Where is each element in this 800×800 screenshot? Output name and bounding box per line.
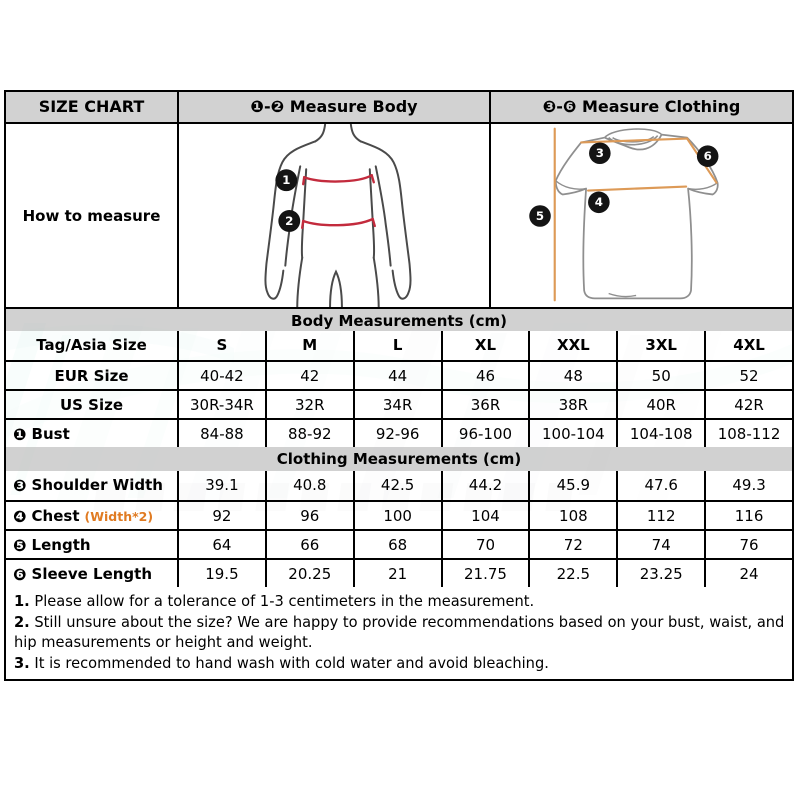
measure-marker-number: 5 [535,208,545,223]
row-label-text: Chest [31,507,80,525]
value-cell: 88-92 [265,420,353,447]
value-cell: 40R [616,391,704,418]
value-cell: 64 [177,531,265,558]
row-sleeve-length [6,558,792,587]
value-cell: 22.5 [528,560,616,587]
row-label-text: Bust [31,425,70,443]
row-bust [6,418,792,447]
size-chart-title: SIZE CHART [38,97,145,116]
circled-number-icon: ❸ [13,476,27,495]
circled-2-icon: ❷ [270,97,285,116]
dash: - [263,97,271,116]
circled-number-icon: ❹ [13,507,27,526]
footnote-1: 1. Please allow for a tolerance of 1-3 centimeters in the measurement. [14,592,535,610]
value-cell: 70 [441,531,529,558]
row-label [6,531,177,558]
measure-marker-number: 4 [594,195,603,210]
row-label [6,331,177,360]
value-cell: 72 [528,531,616,558]
value-cell: 24 [704,560,792,587]
row-label-text: EUR Size [54,367,129,385]
row-label [6,391,177,418]
circled-6-icon: ❻ [562,97,577,116]
row-label-text: Shoulder Width [31,476,163,494]
value-cell: 100 [353,502,441,529]
measure-marker-number: 1 [282,173,291,188]
clothing-measurements-section-title: Clothing Measurements (cm) [6,447,792,471]
value-cell: 100-104 [528,420,616,447]
value-cell: S [177,331,265,360]
measure-body-header [177,92,489,122]
footnote-number: 1. [14,592,30,610]
row-length [6,529,792,558]
value-cell: 92-96 [353,420,441,447]
clothing-measurements-rows [6,471,792,587]
measure-body-label: Measure Body [289,97,418,116]
row-label-text: Length [31,536,91,554]
value-cell: 50 [616,362,704,389]
value-cell: M [265,331,353,360]
value-cell: XXL [528,331,616,360]
footnote-number: 3. [14,654,30,672]
row-label-text: Sleeve Length [31,565,153,583]
dash: - [556,97,563,116]
measure-marker-number: 3 [595,146,604,161]
value-cell: 46 [441,362,529,389]
measure-clothing-label: Measure Clothing [581,97,741,116]
value-cell: 39.1 [177,471,265,500]
value-cell: 74 [616,531,704,558]
value-cell: 92 [177,502,265,529]
row-label [6,502,177,529]
footnote-number: 2. [14,613,30,631]
value-cell: 66 [265,531,353,558]
row-label [6,362,177,389]
value-cell: 44.2 [441,471,529,500]
value-cell: 104-108 [616,420,704,447]
value-cell: 32R [265,391,353,418]
row-label [6,471,177,500]
measure-clothing-header [489,92,792,122]
value-cell: 42 [265,362,353,389]
value-cell: 52 [704,362,792,389]
row-label-suffix: (Width*2) [84,509,154,524]
clothing-illustration [489,124,792,307]
value-cell: 116 [704,502,792,529]
tshirt-diagram [491,124,792,307]
circled-number-icon: ❶ [13,425,27,444]
body-figure-diagram [179,124,489,307]
value-cell: 19.5 [177,560,265,587]
value-cell: 48 [528,362,616,389]
row-label-text: Tag/Asia Size [36,336,147,354]
body-measurements-rows [6,331,792,447]
measure-marker-number: 2 [285,213,294,228]
value-cell: 44 [353,362,441,389]
value-cell: 23.25 [616,560,704,587]
value-cell: 3XL [616,331,704,360]
value-cell: 96 [265,502,353,529]
row-eur-size [6,360,792,389]
header-row [6,92,792,122]
row-label [6,420,177,447]
circled-number-icon: ❺ [13,536,27,555]
value-cell: XL [441,331,529,360]
body-illustration [177,124,489,307]
footnote-2: 2. Still unsure about the size? We are happy to provide recommendations based on your bust, waist, and hip measurements or height and weight. [14,613,785,651]
row-tag-asia-size [6,331,792,360]
footnotes [6,587,792,679]
value-cell: 104 [441,502,529,529]
measure-marker-number: 6 [703,149,712,164]
value-cell: 49.3 [704,471,792,500]
how-to-measure-label: How to measure [6,124,177,307]
value-cell: 36R [441,391,529,418]
body-measurements-section-title: Body Measurements (cm) [6,307,792,331]
value-cell: 68 [353,531,441,558]
value-cell: 34R [353,391,441,418]
row-label [6,560,177,587]
value-cell: 38R [528,391,616,418]
value-cell: L [353,331,441,360]
value-cell: 47.6 [616,471,704,500]
value-cell: 112 [616,502,704,529]
row-label-text: US Size [59,396,124,414]
value-cell: 42.5 [353,471,441,500]
value-cell: 45.9 [528,471,616,500]
value-cell: 40.8 [265,471,353,500]
row-chest [6,500,792,529]
value-cell: 96-100 [441,420,529,447]
value-cell: 40-42 [177,362,265,389]
size-chart-table [4,90,794,681]
row-us-size [6,389,792,418]
value-cell: 20.25 [265,560,353,587]
how-to-measure-row [6,122,792,307]
value-cell: 108-112 [704,420,792,447]
row-shoulder-width [6,471,792,500]
footnote-3: 3. It is recommended to hand wash with cold water and avoid bleaching. [14,654,549,672]
circled-number-icon: ❻ [13,565,27,584]
circled-3-icon: ❸ [542,97,557,116]
value-cell: 30R-34R [177,391,265,418]
value-cell: 4XL [704,331,792,360]
value-cell: 42R [704,391,792,418]
value-cell: 76 [704,531,792,558]
value-cell: 84-88 [177,420,265,447]
value-cell: 108 [528,502,616,529]
value-cell: 21 [353,560,441,587]
circled-1-icon: ❶ [250,97,264,116]
value-cell: 21.75 [441,560,529,587]
